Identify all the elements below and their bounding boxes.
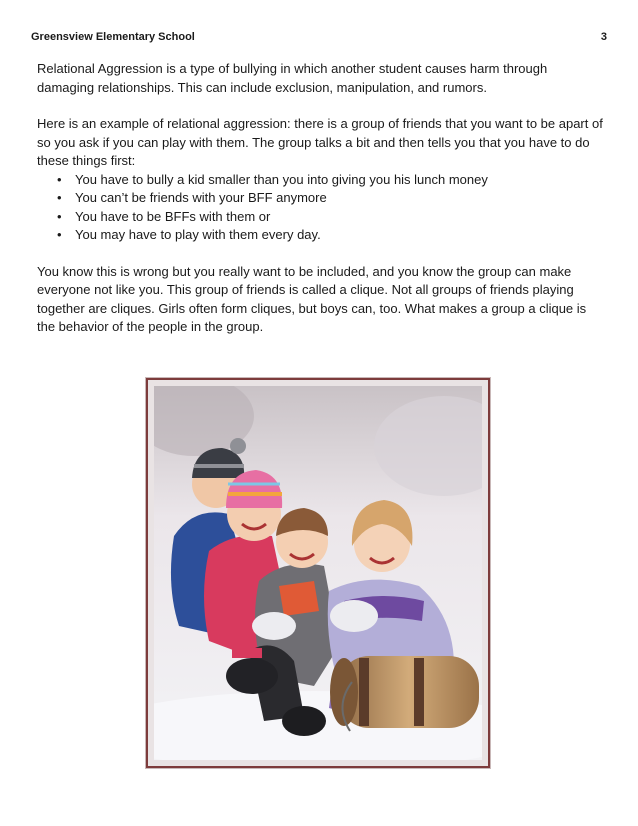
definition-paragraph: Relational Aggression is a type of bullying in which another student causes harm through damaging relationships. This can include exclusion, manipulation, and rumors. xyxy=(37,61,548,95)
list-item: • You may have to play with them every day. xyxy=(57,226,607,245)
school-name: Greensview Elementary School xyxy=(31,31,195,43)
conclusion-paragraph: You know this is wrong but you really want to be included, and you know the group can make everyone not like you. This group of friends is called a clique. Not all groups of friends playing together are cliques. Girls often form cliques, but boys can, too. What makes a group a clique is the behavior of the people in the group. xyxy=(37,263,587,334)
page-header xyxy=(31,31,607,47)
boot xyxy=(282,706,326,736)
kids-sledding-photo xyxy=(154,386,482,760)
boot xyxy=(226,658,278,694)
photo-frame xyxy=(146,378,490,768)
page-number: 3 xyxy=(600,31,607,43)
list-item: • You can’t be friends with your BFF anymore xyxy=(57,189,607,208)
wooden-sled xyxy=(330,656,479,731)
list-item: • You have to be BFFs with them or xyxy=(57,208,607,227)
list-item: • You have to bully a kid smaller than you into giving you his lunch money xyxy=(57,171,607,190)
document-body xyxy=(37,60,607,337)
example-intro-paragraph: Here is an example of relational aggression: there is a group of friends that you want to be apart of so you ask if you can play with them. The group talks a bit and then tells you that you have to do these things first: xyxy=(37,116,603,168)
requirements-list xyxy=(37,171,607,245)
